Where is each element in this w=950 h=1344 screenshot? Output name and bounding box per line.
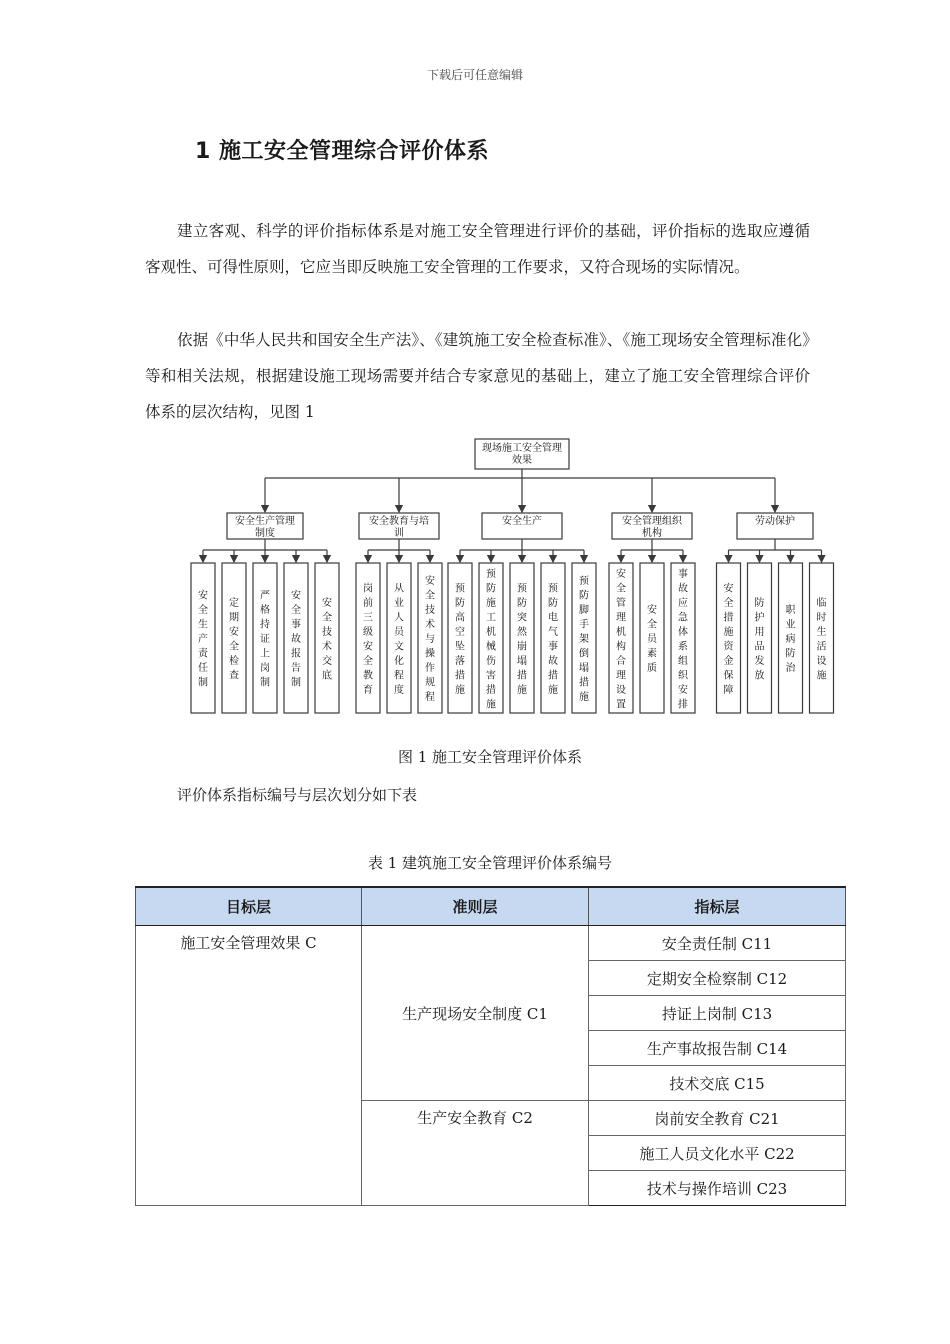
root-label: 现场施工安全管理效果 [482, 443, 562, 466]
basis-paragraph: 依据《中华人民共和国安全生产法》、《建筑施工安全检查标准》、《施工现场安全管理标准化》等和相关法规，根据建设施工现场需要并结合专家意见的基础上，建立了施工安全管理综合评价体系的层次结构，见图 1 [145, 331, 810, 421]
leaf-label: 安全员素质 [647, 605, 657, 674]
indicator-cell: 持证上岗制 C13 [589, 996, 846, 1031]
leaf-label: 安全措施资金保障 [723, 583, 734, 696]
leaf-node [810, 563, 834, 713]
indicator-cell: 施工人员文化水平 C22 [589, 1136, 846, 1171]
leaf-node [222, 563, 246, 713]
indicator-cell: 技术与操作培训 C23 [589, 1171, 846, 1206]
figure-caption: 图 1 施工安全管理评价体系 [397, 748, 583, 766]
leaf-label: 岗前三级安全教育 [363, 583, 373, 696]
leaf-label: 安全事故报告制 [291, 590, 301, 689]
header-criterion: 准则层 [362, 887, 589, 926]
leaf-label: 事故应急体系组织安排 [678, 568, 688, 711]
category-label: 安全生产 [502, 516, 542, 527]
leaf-label: 定期安全检查 [229, 597, 239, 682]
leaf-label: 安全技术交底 [322, 597, 332, 682]
index-table [135, 886, 846, 1206]
header-indicator: 指标层 [589, 887, 846, 926]
hierarchy-diagram [170, 436, 850, 721]
leaf-label: 安全技术与操作规程 [425, 576, 435, 703]
table-caption: 表 1 建筑施工安全管理评价体系编号 [367, 854, 613, 872]
leaf-label: 安全管理机构合理设置 [616, 568, 626, 711]
section-title: 1 施工安全管理综合评价体系 [195, 139, 489, 164]
indicator-cell: 定期安全检察制 C12 [589, 961, 846, 996]
table-intro: 评价体系指标编号与层次划分如下表 [177, 786, 418, 804]
indicator-cell: 技术交底 C15 [589, 1066, 846, 1101]
leaf-label: 安全生产责任制 [198, 590, 208, 689]
category-label: 劳动保护 [755, 516, 795, 527]
leaf-label: 临时生活设施 [816, 597, 827, 682]
leaf-label: 预防脚手架倒塌措施 [579, 576, 589, 703]
leaf-label: 预防施工机械伤害措施 [486, 568, 496, 711]
leaf-label: 职业病防治 [785, 605, 796, 674]
page-header: 下载后可任意编辑 [426, 68, 523, 82]
criterion-cell: 生产安全教育 C2 [362, 1101, 589, 1206]
leaf-label: 严格持证上岗制 [260, 590, 270, 689]
category-label: 安全管理组织机构 [622, 516, 682, 539]
indicator-cell: 安全责任制 C11 [589, 926, 846, 961]
leaf-label: 防护用品发放 [754, 597, 765, 682]
category-label: 安全教育与培训 [369, 516, 429, 539]
leaf-label: 从业人员文化程度 [394, 583, 404, 696]
table-row [136, 926, 846, 961]
intro-paragraph: 建立客观、科学的评价指标体系是对施工安全管理进行评价的基础，评价指标的选取应遵循客观性、可得性原则，它应当即反映施工安全管理的工作要求，又符合现场的实际情况。 [145, 222, 810, 276]
leaf-label: 预防高空坠落措施 [455, 583, 465, 696]
category-label: 安全生产管理制度 [235, 516, 295, 539]
header-goal: 目标层 [136, 887, 362, 926]
indicator-cell: 岗前安全教育 C21 [589, 1101, 846, 1136]
criterion-cell: 生产现场安全制度 C1 [362, 926, 589, 1101]
leaf-label: 预防突然崩塌措施 [517, 583, 527, 696]
leaf-label: 预防电气事故措施 [548, 583, 558, 696]
table-header-row [136, 887, 846, 926]
leaf-node [315, 563, 339, 713]
leaf-node [748, 563, 772, 713]
goal-cell: 施工安全管理效果 C [136, 926, 362, 1206]
indicator-cell: 生产事故报告制 C14 [589, 1031, 846, 1066]
